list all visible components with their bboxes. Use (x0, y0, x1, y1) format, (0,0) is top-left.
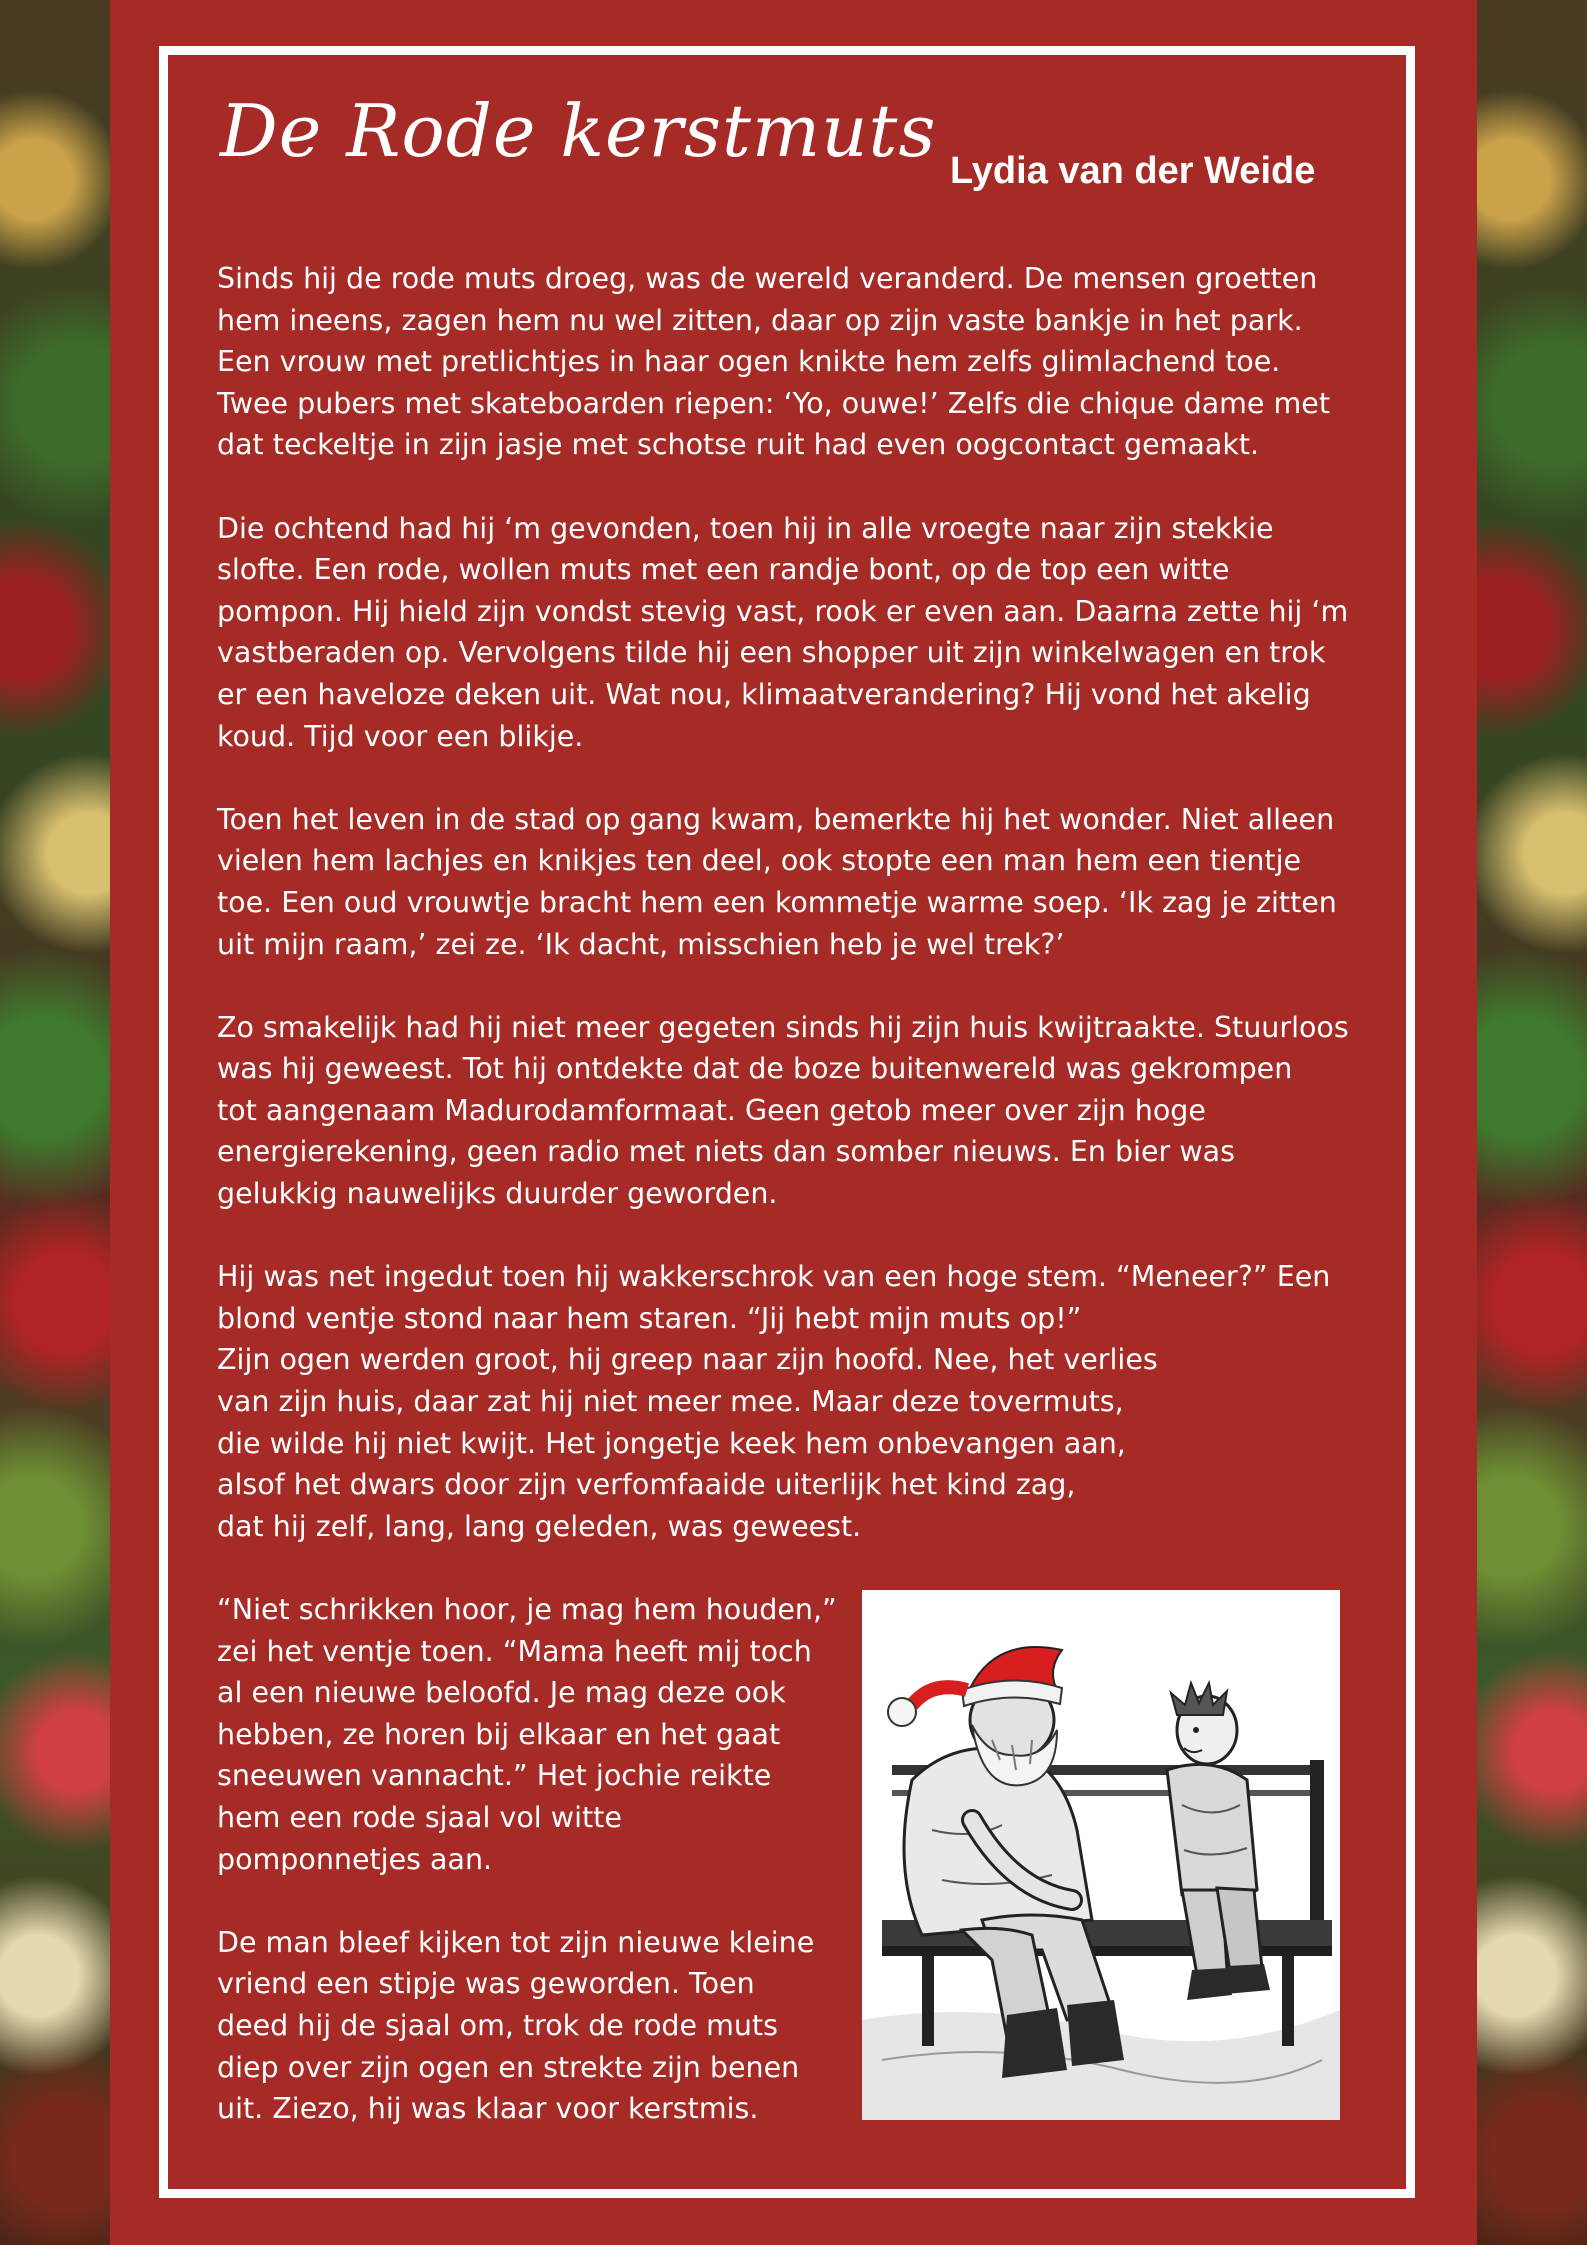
line: blond ventje stond naar hem staren. “Jij hebt mijn muts op!” (217, 1301, 1082, 1335)
line: hem ineens, zagen hem nu wel zitten, daar op zijn vaste bankje in het park. (217, 303, 1303, 337)
line: tot aangenaam Madurodamformaat. Geen getob meer over zijn hoge (217, 1093, 1206, 1127)
line: uit. Ziezo, hij was klaar voor kerstmis. (217, 2092, 759, 2126)
line: vastberaden op. Vervolgens tilde hij een shopper uit zijn winkelwagen en trok (217, 636, 1326, 670)
line: dat teckeltje in zijn jasje met schotse ruit had even oogcontact gemaakt. (217, 428, 1260, 462)
line: Sinds hij de rode muts droeg, was de wereld veranderd. De mensen groetten (217, 262, 1318, 295)
line: hebben, ze horen bij elkaar en het gaat (217, 1717, 781, 1751)
line: er een haveloze deken uit. Wat nou, klimaatverandering? Hij vond het akelig (217, 677, 1311, 711)
story-card (110, 0, 1477, 2245)
paragraph-3 (217, 799, 1362, 965)
line: pomponnetjes aan. (217, 1842, 493, 1876)
line: alsof het dwars door zijn verfomfaaide uiterlijk het kind zag, (217, 1468, 1076, 1502)
line: Zijn ogen werden groot, hij greep naar zijn hoofd. Nee, het verlies (217, 1343, 1158, 1377)
line: Die ochtend had hij ‘m gevonden, toen hij in alle vroegte naar zijn stekkie (217, 511, 1274, 545)
line: toe. Een oud vrouwtje bracht hem een kommetje warme soep. ‘Ik zag je zitten (217, 885, 1337, 919)
line: diep over zijn ogen en strekte zijn benen (217, 2050, 800, 2084)
line: van zijn huis, daar zat hij niet meer mee. Maar deze tovermuts, (217, 1385, 1124, 1419)
line: dat hij zelf, lang, lang geleden, was geweest. (217, 1509, 862, 1543)
line: slofte. Een rode, wollen muts met een randje bont, op de top een witte (217, 553, 1230, 587)
line: Zo smakelijk had hij niet meer gegeten sinds hij zijn huis kwijtraakte. Stuurloos (217, 1010, 1349, 1044)
line: uit mijn raam,’ zei ze. ‘Ik dacht, misschien heb je wel trek?’ (217, 927, 1065, 961)
line: Hij was net ingedut toen hij wakkerschrok van een hoge stem. “Meneer?” Een (217, 1260, 1331, 1294)
background-decor-right (1477, 0, 1587, 2245)
line: Toen het leven in de stad op gang kwam, bemerkte hij het wonder. Niet alleen (217, 802, 1335, 836)
line: vielen hem lachjes en knikjes ten deel, ook stopte een man hem een tientje (217, 844, 1302, 878)
background-decor-left (0, 0, 110, 2245)
line: De man bleef kijken tot zijn nieuwe kleine (217, 1925, 815, 1959)
line: Een vrouw met pretlichtjes in haar ogen knikte hem zelfs glimlachend toe. (217, 345, 1281, 379)
line: sneeuwen vannacht.” Het jochie reikte (217, 1759, 772, 1793)
line: “Niet schrikken hoor, je mag hem houden,” (217, 1593, 837, 1626)
author-name: Lydia van der Weide (950, 150, 1316, 192)
paragraph-4 (217, 1007, 1362, 1215)
line: gelukkig nauwelijks duurder geworden. (217, 1177, 778, 1211)
line: al een nieuwe beloofd. Je mag deze ook (217, 1676, 786, 1710)
line: vriend een stipje was geworden. Toen (217, 1967, 755, 2001)
line: die wilde hij niet kwijt. Het jongetje keek hem onbevangen aan, (217, 1426, 1126, 1460)
line: was hij geweest. Tot hij ontdekte dat de boze buitenwereld was gekrompen (217, 1052, 1293, 1086)
line: koud. Tijd voor een blikje. (217, 719, 584, 753)
santa-boy-bench-illustration (862, 1590, 1340, 2120)
paragraph-1 (217, 258, 1362, 466)
line: pompon. Hij hield zijn vondst stevig vast, rook er even aan. Daarna zette hij ‘m (217, 594, 1349, 628)
line: energierekening, geen radio met niets dan somber nieuws. En bier was (217, 1135, 1235, 1169)
paragraph-2 (217, 508, 1362, 758)
line: deed hij de sjaal om, trok de rode muts (217, 2008, 778, 2042)
line: hem een rode sjaal vol witte (217, 1800, 622, 1834)
line: Twee pubers met skateboarden riepen: ‘Yo, ouwe!’ Zelfs die chique dame met (217, 386, 1330, 420)
story-title: De Rode kerstmuts (220, 89, 937, 173)
paragraph-5 (217, 1256, 1362, 1547)
line: zei het ventje toen. “Mama heeft mij toch (217, 1634, 812, 1668)
